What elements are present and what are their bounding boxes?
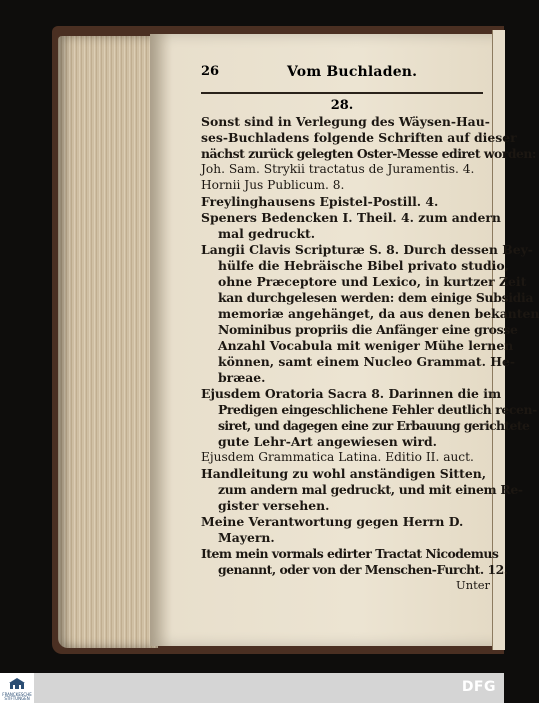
text-line: Item mein vormals edirter Tractat Nicodemus (201, 546, 499, 561)
text-line: Meine Verantwortung gegen Herrn D. (201, 514, 464, 529)
text-line: Langii Clavis Scripturæ S. 8. Durch dessen Bey- (201, 242, 533, 257)
text-line: Freylinghausens Epistel-Postill. 4. (201, 194, 439, 209)
text-line: bræae. (218, 370, 266, 385)
page-header (201, 64, 481, 88)
text-line: ses-Buchladens folgende Schriften auf dieser (201, 130, 517, 145)
section-number: 28. (330, 98, 354, 113)
text-line: mal gedruckt. (218, 226, 316, 241)
text-line: Ejusdem Grammatica Latina. Editio II. auct. (201, 450, 474, 464)
text-line: gister versehen. (218, 498, 330, 513)
text-line: Handleitung zu wohl anständigen Sitten, (201, 466, 487, 481)
text-line: ohne Præceptore und Lexico, in kurtzer Zeit (218, 274, 527, 289)
text-line: Mayern. (218, 530, 275, 545)
text-line: Anzahl Vocabula mit weniger Mühe lernen (218, 338, 514, 353)
text-line: kan durchgelesen werden: dem einige Subsidia (218, 290, 534, 305)
text-line: genannt, oder von der Menschen-Furcht. 12. (218, 562, 508, 577)
text-line: zum andern mal gedruckt, und mit einem Re- (218, 482, 523, 497)
text-line: siret, und dagegen eine zur Erbauung gerichtete (218, 418, 530, 433)
text-line: hülfe die Hebräische Bibel privato studio, (218, 258, 509, 273)
page-number: 26 (201, 64, 220, 79)
catchword: Unter (456, 578, 491, 592)
text-line: Hornii Jus Publicum. 8. (201, 178, 345, 192)
text-line: Speners Bedencken I. Theil. 4. zum andern (201, 210, 501, 225)
institution-logo-icon (8, 677, 26, 691)
text-line: Predigen eingeschlichene Fehler deutlich recen- (218, 402, 537, 417)
text-line: gute Lehr-Art angewiesen wird. (218, 434, 437, 449)
page-edges (58, 36, 158, 648)
text-line: Nominibus propriis die Anfänger eine grosse (218, 322, 518, 337)
text-line: nächst zurück gelegten Oster-Messe ediret worden: (201, 146, 536, 161)
text-line: Sonst sind in Verlegung des Wäysen-Hau- (201, 114, 490, 129)
dfg-logo: DFG (461, 679, 496, 695)
running-title: Vom Buchladen. (287, 64, 418, 80)
text-line: können, samt einem Nucleo Grammat. He- (218, 354, 515, 369)
text-line: Ejusdem Oratoria Sacra 8. Darinnen die im (201, 386, 502, 401)
header-rule (201, 92, 483, 94)
viewer-footer (0, 673, 504, 703)
institution-logo-area (0, 673, 34, 703)
text-line: memoriæ angehänget, da aus denen bekanten (218, 306, 539, 321)
text-line: Joh. Sam. Strykii tractatus de Juramentis. 4. (201, 162, 475, 176)
logo-caption: FRANCKESCHE STIFTUNGEN (2, 692, 32, 701)
